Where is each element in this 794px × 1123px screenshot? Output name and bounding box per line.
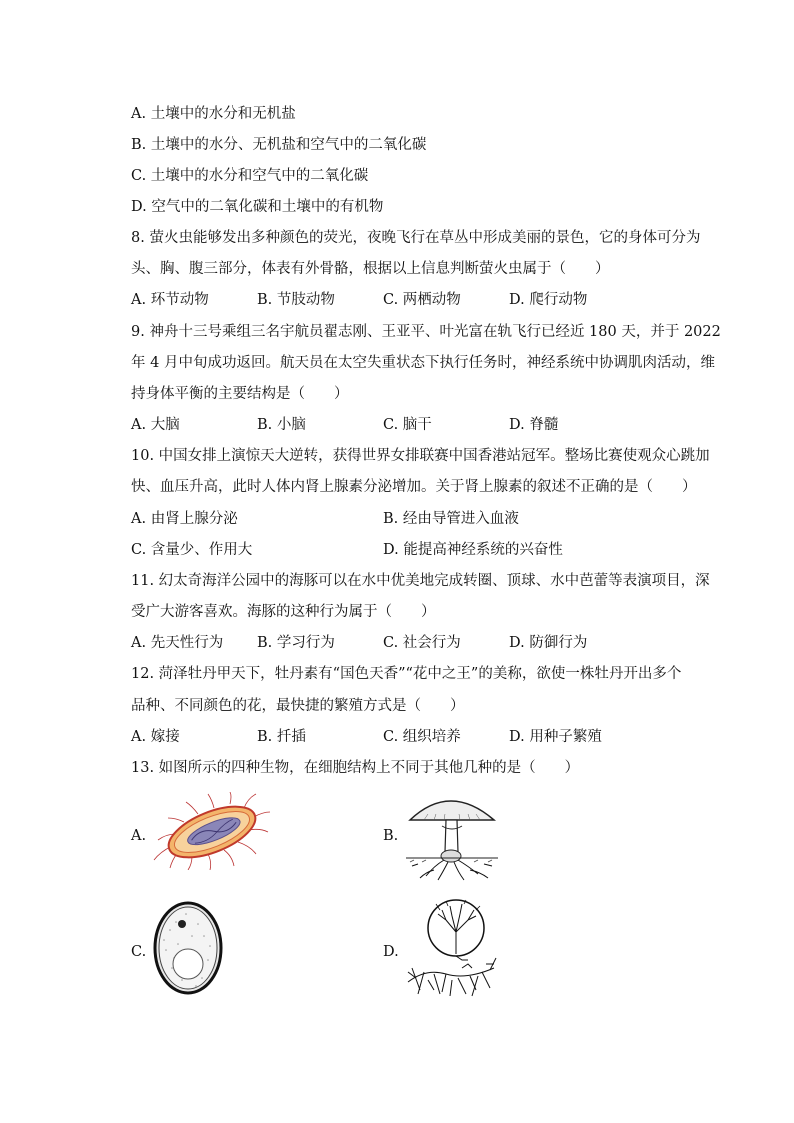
q11-option-a: A. 先天性行为: [131, 635, 224, 651]
q10-option-d: D. 能提高神经系统的兴奋性: [383, 542, 563, 558]
q12-stem-line-2: 品种、不同颜色的花，最快捷的繁殖方式是（ ）: [131, 698, 465, 714]
q7-option-a: A. 土壤中的水分和无机盐: [131, 106, 296, 122]
q13-figure-b-label: B.: [383, 828, 399, 844]
q10-stem-line-2: 快、血压升高，此时人体内肾上腺素分泌增加。关于肾上腺素的叙述不正确的是（ ）: [131, 479, 697, 495]
q8-stem-line-1: 8. 萤火虫能够发出多种颜色的荧光，夜晚飞行在草丛中形成美丽的景色，它的身体可分为: [131, 230, 701, 246]
q12-option-a: A. 嫁接: [131, 729, 180, 745]
yeast-cell-illustration: [152, 900, 224, 996]
q11-option-b: B. 学习行为: [257, 635, 335, 651]
q11-stem-line-1: 11. 幻太奇海洋公园中的海豚可以在水中优美地完成转圈、顶球、水中芭蕾等表演项目，深: [131, 573, 710, 589]
q9-stem-line-2: 年 4 月中旬成功返回。航天员在太空失重状态下执行任务时，神经系统中协调肌肉活动，维: [131, 355, 715, 371]
mold-illustration: [406, 898, 498, 998]
q13-figure-a-label: A.: [131, 828, 147, 844]
q10-option-a: A. 由肾上腺分泌: [131, 511, 238, 527]
q9-option-b: B. 小脑: [257, 417, 306, 433]
q12-option-c: C. 组织培养: [383, 729, 461, 745]
q13-stem: 13. 如图所示的四种生物，在细胞结构上不同于其他几种的是（ ）: [131, 760, 580, 776]
q9-stem-line-3: 持身体平衡的主要结构是（ ）: [131, 386, 349, 402]
q9-stem-line-1: 9. 神舟十三号乘组三名宇航员翟志刚、王亚平、叶光富在轨飞行已经近 180 天，并于 2022: [131, 324, 721, 340]
q13-figure-c-label: C.: [131, 944, 147, 960]
q7-option-c: C. 土壤中的水分和空气中的二氧化碳: [131, 168, 369, 184]
q12-option-b: B. 扦插: [257, 729, 306, 745]
q8-option-a: A. 环节动物: [131, 292, 209, 308]
q11-option-c: C. 社会行为: [383, 635, 461, 651]
q9-option-c: C. 脑干: [383, 417, 432, 433]
q9-option-a: A. 大脑: [131, 417, 180, 433]
q8-option-d: D. 爬行动物: [509, 292, 588, 308]
q10-option-b: B. 经由导管进入血液: [383, 511, 519, 527]
q12-stem-line-1: 12. 菏泽牡丹甲天下，牡丹素有“国色天香”“花中之王”的美称，欲使一株牡丹开出多个: [131, 666, 682, 682]
q11-option-d: D. 防御行为: [509, 635, 588, 651]
q10-stem-line-1: 10. 中国女排上演惊天大逆转，获得世界女排联赛中国香港站冠军。整场比赛使观众心跳加: [131, 448, 710, 464]
mushroom-illustration: [404, 786, 500, 882]
q11-stem-line-2: 受广大游客喜欢。海豚的这种行为属于（ ）: [131, 604, 436, 620]
q8-option-b: B. 节肢动物: [257, 292, 335, 308]
q9-option-d: D. 脊髓: [509, 417, 559, 433]
q7-option-d: D. 空气中的二氧化碳和土壤中的有机物: [131, 199, 384, 215]
q13-figure-d-label: D.: [383, 944, 399, 960]
q7-option-b: B. 土壤中的水分、无机盐和空气中的二氧化碳: [131, 137, 427, 153]
q12-option-d: D. 用种子繁殖: [509, 729, 602, 745]
q10-option-c: C. 含量少、作用大: [131, 542, 253, 558]
q8-stem-line-2: 头、胸、腹三部分，体表有外骨骼，根据以上信息判断萤火虫属于（ ）: [131, 261, 610, 277]
bacterium-illustration: [152, 792, 272, 870]
q8-option-c: C. 两栖动物: [383, 292, 461, 308]
